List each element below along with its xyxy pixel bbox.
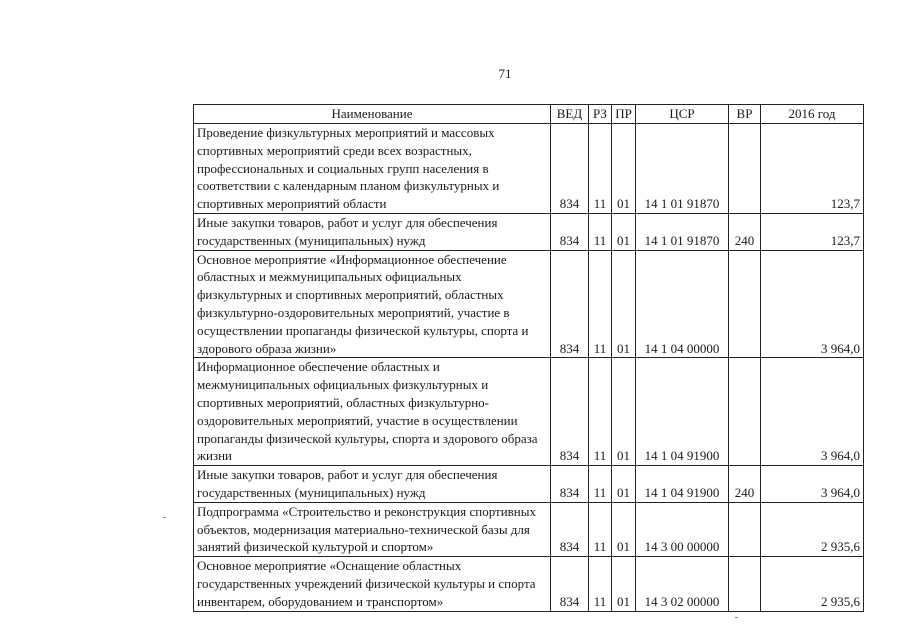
row-rz: 11 (589, 358, 612, 466)
row-amount: 2 935,6 (761, 502, 864, 556)
row-csr: 14 3 02 00000 (636, 557, 729, 611)
row-vr (729, 250, 761, 358)
row-rz: 11 (589, 250, 612, 358)
row-amount: 2 935,6 (761, 557, 864, 611)
row-pr: 01 (612, 466, 636, 503)
row-amount: 123,7 (761, 124, 864, 214)
row-rz: 11 (589, 466, 612, 503)
header-vr: ВР (729, 105, 761, 124)
row-ved: 834 (551, 502, 589, 556)
row-name: Основное мероприятие «Оснащение областных государственных учреждений физической культуры и спорта инвентарем, оборудованием и транспортом» (194, 557, 551, 611)
row-ved: 834 (551, 358, 589, 466)
row-pr: 01 (612, 250, 636, 358)
row-csr: 14 3 00 00000 (636, 502, 729, 556)
row-name: Проведение физкультурных мероприятий и массовых спортивных мероприятий среди всех возрастных, профессиональных и социальных групп населения в соответствии с календарным планом физкультурных и спортивных мероприятий области (194, 124, 551, 214)
table-row (194, 557, 864, 611)
row-rz: 11 (589, 213, 612, 250)
row-vr: 240 (729, 466, 761, 503)
row-vr (729, 358, 761, 466)
row-vr (729, 502, 761, 556)
table-row (194, 250, 864, 358)
header-pr: ПР (612, 105, 636, 124)
header-name: Наименование (194, 105, 551, 124)
row-amount: 123,7 (761, 213, 864, 250)
header-ved: ВЕД (551, 105, 589, 124)
row-csr: 14 1 04 00000 (636, 250, 729, 358)
row-vr: 240 (729, 213, 761, 250)
row-csr: 14 1 04 91900 (636, 466, 729, 503)
row-csr: 14 1 01 91870 (636, 213, 729, 250)
table-row (194, 358, 864, 466)
header-rz: РЗ (589, 105, 612, 124)
row-ved: 834 (551, 557, 589, 611)
table-row (194, 213, 864, 250)
row-csr: 14 1 04 91900 (636, 358, 729, 466)
row-name: Иные закупки товаров, работ и услуг для обеспечения государственных (муниципальных) нужд (194, 213, 551, 250)
row-amount: 3 964,0 (761, 250, 864, 358)
row-name: Информационное обеспечение областных и межмуниципальных официальных физкультурных и спортивных мероприятий, областных физкультурно-оздоровительных мероприятий, участие в осуществлении пропаганды физической культуры, спорта и здорового образа жизни (194, 358, 551, 466)
row-pr: 01 (612, 213, 636, 250)
row-ved: 834 (551, 466, 589, 503)
scan-speck (163, 517, 166, 518)
row-vr (729, 124, 761, 214)
row-pr: 01 (612, 502, 636, 556)
budget-table (193, 104, 864, 612)
row-amount: 3 964,0 (761, 358, 864, 466)
row-rz: 11 (589, 557, 612, 611)
header-csr: ЦСР (636, 105, 729, 124)
row-ved: 834 (551, 124, 589, 214)
row-name: Иные закупки товаров, работ и услуг для обеспечения государственных (муниципальных) нужд (194, 466, 551, 503)
table-header-row (194, 105, 864, 124)
row-ved: 834 (551, 213, 589, 250)
row-rz: 11 (589, 502, 612, 556)
table-row (194, 466, 864, 503)
scan-speck (735, 617, 738, 618)
row-vr (729, 557, 761, 611)
row-pr: 01 (612, 557, 636, 611)
table-row (194, 124, 864, 214)
row-rz: 11 (589, 124, 612, 214)
row-pr: 01 (612, 124, 636, 214)
row-csr: 14 1 01 91870 (636, 124, 729, 214)
header-amount: 2016 год (761, 105, 864, 124)
page-number: 71 (498, 66, 512, 81)
row-name: Основное мероприятие «Информационное обеспечение областных и межмуниципальных официальных физкультурных и спортивных мероприятий, областных физкультурно-оздоровительных мероприятий, участие в осуществлении пропаганды физической культуры, спорта и здорового образа жизни» (194, 250, 551, 358)
row-pr: 01 (612, 358, 636, 466)
row-ved: 834 (551, 250, 589, 358)
row-amount: 3 964,0 (761, 466, 864, 503)
table-row (194, 502, 864, 556)
row-name: Подпрограмма «Строительство и реконструкция спортивных объектов, модернизация материально-технической базы для занятий физической культурой и спортом» (194, 502, 551, 556)
